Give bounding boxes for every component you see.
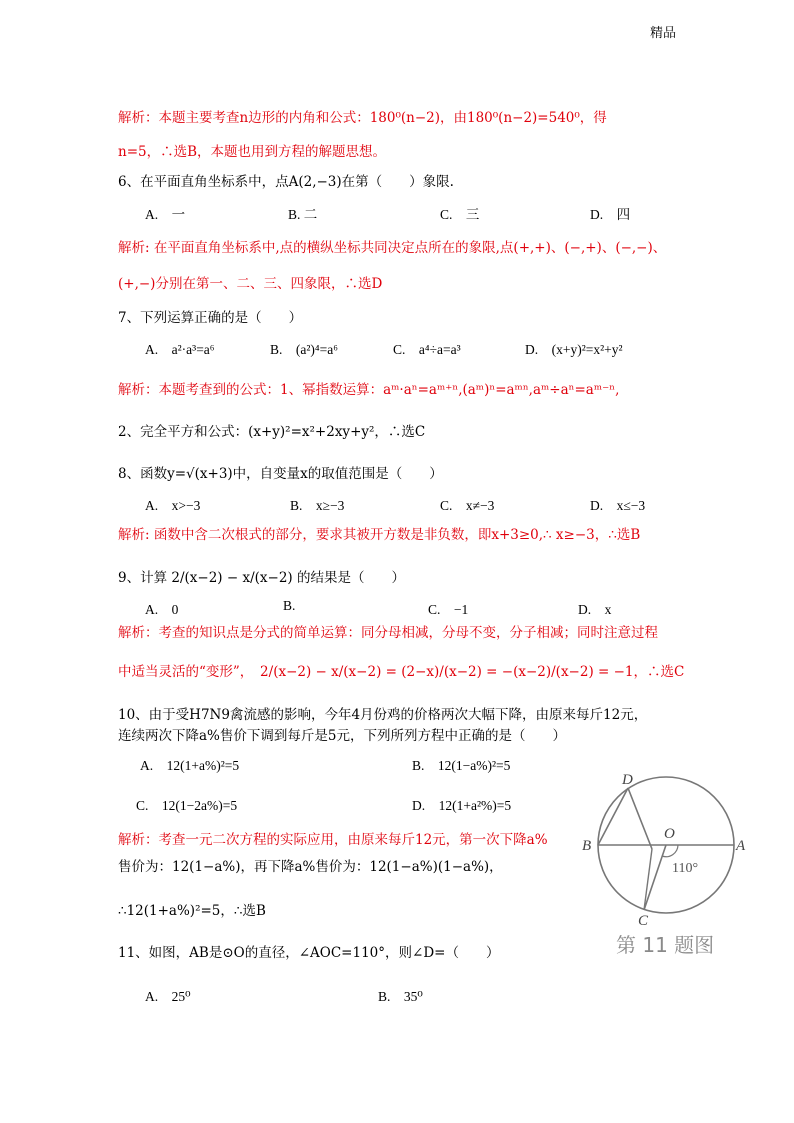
- question-9: 9、计算 2/(x−2) − x/(x−2) 的结果是（ ）: [118, 570, 405, 586]
- q9-option-c: C. −1: [428, 602, 469, 617]
- analysis-q8: 解析: 函数中含二次根式的部分，要求其被开方数是非负数，即x+3≥0,∴ x≥−3，∴选B: [118, 527, 641, 543]
- q6-option-c: C. 三: [440, 207, 480, 222]
- q7-option-b: B. (a²)⁴=a⁶: [270, 342, 338, 357]
- analysis-q7-line1: 解析：本题考查到的公式：1、幂指数运算：aᵐ·aⁿ=aᵐ⁺ⁿ,(aᵐ)ⁿ=aᵐⁿ,aᵐ÷aⁿ=aᵐ⁻ⁿ,: [118, 382, 620, 398]
- chord-db: [598, 788, 628, 845]
- analysis-q10-line1: 解析：考查一元二次方程的实际应用，由原来每斤12元，第一次下降a%: [118, 832, 548, 848]
- label-a: A: [736, 838, 746, 854]
- q10-option-d: D. 12(1+a²%)=5: [412, 798, 512, 813]
- analysis-q9-line1: 解析：考查的知识点是分式的简单运算：同分母相减，分母不变，分子相减；同时注意过程: [118, 625, 658, 641]
- q8-option-d: D. x≤−3: [590, 498, 646, 513]
- analysis-q6-line1: 解析: 在平面直角坐标系中,点的横纵坐标共同决定点所在的象限,点(+,+)、(−,+)、(−,−)、: [118, 240, 667, 256]
- analysis-q10-line3: ∴12(1+a%)²=5，∴选B: [118, 903, 266, 919]
- q7-option-d: D. (x+y)²=x²+y²: [525, 342, 623, 357]
- q6-option-a: A. 一: [145, 207, 186, 222]
- chord-dc: [644, 849, 652, 910]
- q9-option-b: B.: [283, 598, 296, 613]
- analysis-q5-line1: 解析：本题主要考查n边形的内角和公式：180⁰(n−2)，由180⁰(n−2)=540⁰，得: [118, 110, 607, 126]
- page-header-mark: 精品: [650, 26, 677, 41]
- question-7: 7、下列运算正确的是（ ）: [118, 310, 303, 326]
- label-o: O: [664, 826, 675, 842]
- q6-option-d: D. 四: [590, 207, 631, 222]
- question-10-line1: 10、由于受H7N9禽流感的影响，今年4月份鸡的价格两次大幅下降，由原来每斤12元，: [118, 707, 648, 723]
- q10-option-a: A. 12(1+a%)²=5: [140, 758, 240, 773]
- q11-option-a: A. 25⁰: [145, 989, 191, 1004]
- q8-option-a: A. x>−3: [145, 498, 201, 513]
- q8-option-b: B. x≥−3: [290, 498, 345, 513]
- label-c: C: [638, 913, 649, 929]
- q9-option-d: D. x: [578, 602, 612, 617]
- analysis-q10-line2: 售价为：12(1−a%)，再下降a%售价为：12(1−a%)(1−a%)，: [118, 859, 503, 875]
- label-d: D: [622, 772, 633, 788]
- analysis-q5-line2: n=5，∴选B，本题也用到方程的解题思想。: [118, 144, 387, 160]
- question-6: 6、在平面直角坐标系中，点A(2,−3)在第（ ）象限.: [118, 174, 454, 190]
- question-11: 11、如图，AB是⊙O的直径，∠AOC=110°，则∠D=（ ）: [118, 945, 500, 961]
- analysis-q9-line2: 中适当灵活的“变形”， 2/(x−2) − x/(x−2) = (2−x)/(x−2) = −(x−2)/(x−2) = −1，∴选C: [118, 664, 685, 680]
- q6-option-b: B. 二: [288, 207, 318, 222]
- q8-option-c: C. x≠−3: [440, 498, 495, 513]
- angle-110-label: 110°: [672, 861, 699, 876]
- label-b: B: [582, 838, 592, 854]
- analysis-q6-line2: (+,−)分别在第一、二、三、四象限，∴选D: [118, 276, 383, 292]
- question-8: 8、函数y=√(x+3)中，自变量x的取值范围是（ ）: [118, 466, 443, 482]
- question-10-line2: 连续两次下降a%售价下调到每斤是5元，下列所列方程中正确的是（ ）: [118, 728, 566, 744]
- q9-option-a: A. 0: [145, 602, 179, 617]
- q10-option-b: B. 12(1−a%)²=5: [412, 758, 511, 773]
- q10-option-c: C. 12(1−2a%)=5: [136, 798, 238, 813]
- q7-option-c: C. a⁴÷a=a³: [393, 342, 461, 357]
- figure-caption: 第 11 题图: [616, 933, 715, 957]
- segment-d-inner: [628, 788, 652, 849]
- q11-option-b: B. 35⁰: [378, 989, 423, 1004]
- q7-option-a: A. a²·a³=a⁶: [145, 342, 215, 357]
- analysis-q7-line2: 2、完全平方和公式：(x+y)²=x²+2xy+y²，∴选C: [118, 424, 426, 440]
- radius-oc: [644, 845, 666, 910]
